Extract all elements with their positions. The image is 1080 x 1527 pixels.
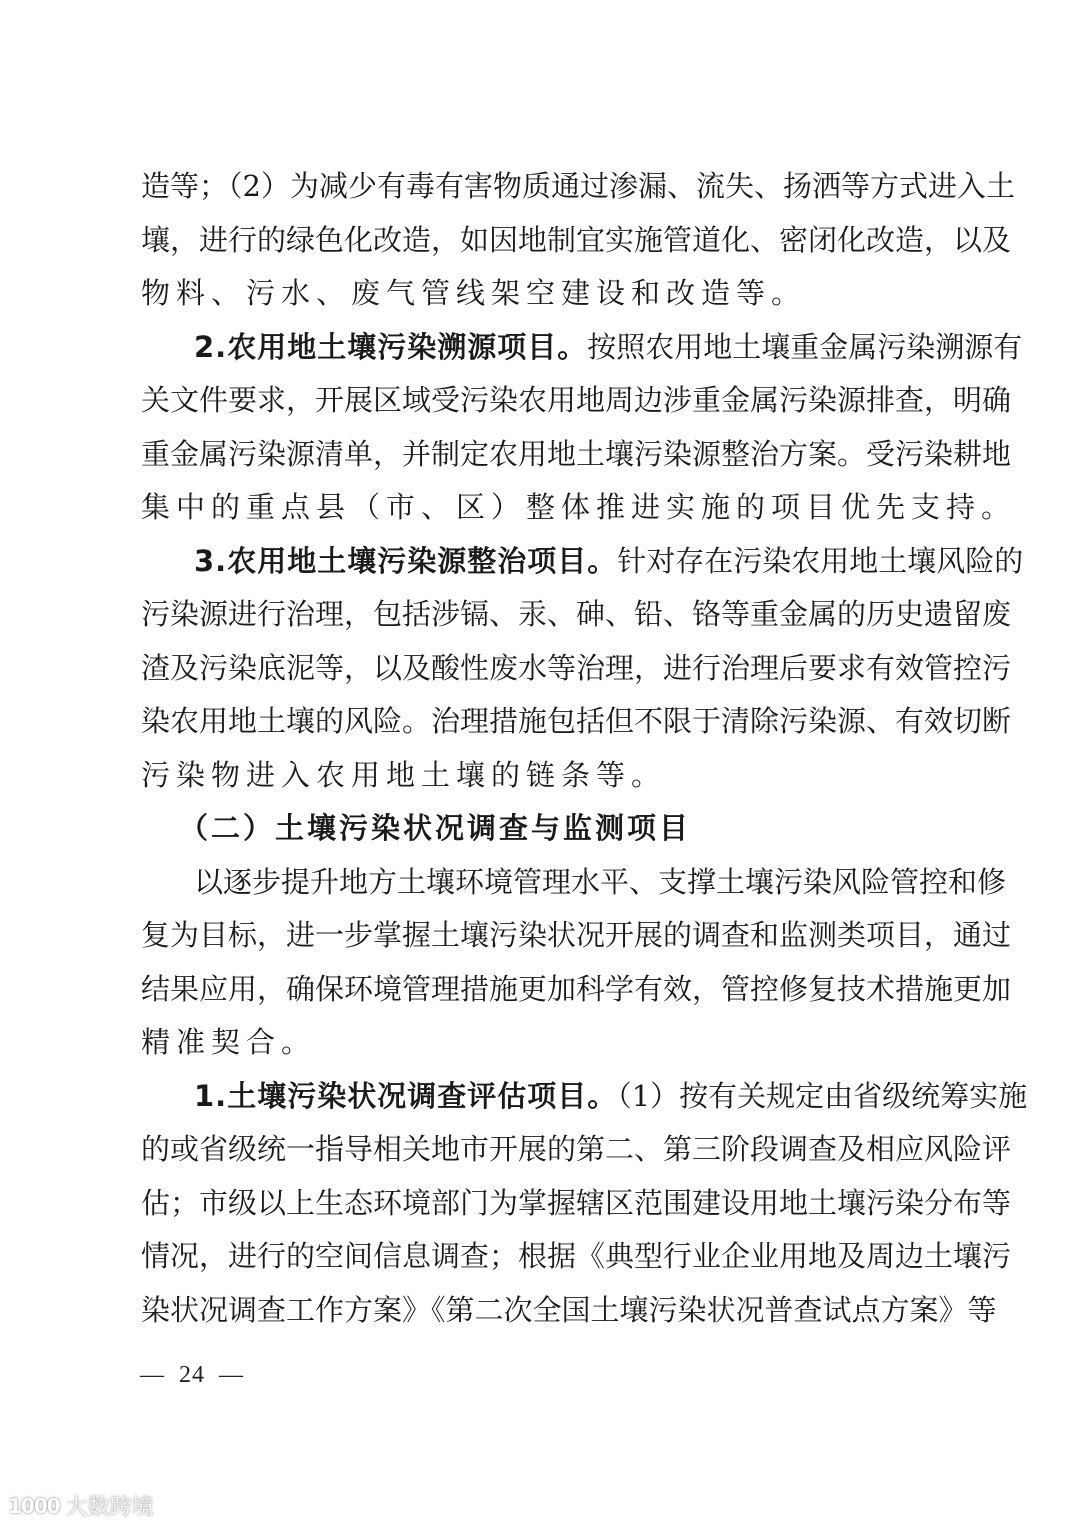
- item-text: 按照农用地土壤重金属污染溯源有: [587, 329, 1023, 364]
- document-page: [141, 160, 1028, 1337]
- text-line-2: 壤，进行的绿色化改造，如因地制宜实施管道化、密闭化改造，以及: [141, 222, 1012, 257]
- text-line-7: 集中的重点县（市、区）整体推进实施的项目优先支持。: [141, 490, 1017, 524]
- text-line-1: 造等；（2）为减少有毒有害物质通过渗漏、流失、扬洒等方式进入土: [141, 169, 1015, 203]
- item-heading-pollution-source-remediation: [141, 535, 1024, 589]
- text-line-3: 物料、污水、废气管线架空建设和改造等。: [141, 276, 807, 310]
- text-line-21: 情况，进行的空间信息调查；根据《典型行业企业用地及周边土壤污: [141, 1239, 1012, 1273]
- watermark-text: 大数跨境: [65, 1495, 154, 1520]
- item-title: 3.农用地土壤污染源整治项目。: [194, 543, 618, 578]
- section-heading: （二）土壤污染状况调查与监测项目: [179, 811, 692, 845]
- item-heading-soil-pollution-tracing: [141, 321, 1023, 375]
- page-number: — 24 —: [140, 1362, 244, 1388]
- item-title: 1.土壤污染状况调查评估项目。: [194, 1078, 618, 1113]
- text-line-11: 染农用地土壤的风险。治理措施包括但不限于清除污染源、有效切断: [141, 704, 1012, 738]
- item-heading-soil-survey-assessment: [141, 1070, 1028, 1124]
- text-line-20: 估；市级以上生态环境部门为掌握辖区范围建设用地土壤污染分布等: [141, 1185, 1012, 1220]
- text-line-22: 染状况调查工作方案》《第二次全国土壤污染状况普查试点方案》等: [141, 1292, 997, 1327]
- text-line-16: 结果应用，确保环境管理措施更加科学有效，管控修复技术措施更加: [141, 971, 1012, 1006]
- text-line-17: 精准契合。: [141, 1025, 317, 1059]
- item-text: 针对存在污染农用地土壤风险的: [617, 543, 1024, 578]
- text-line-5: 关文件要求，开展区域受污染农用地周边涉重金属污染源排查，明确: [141, 383, 1012, 417]
- text-line-14: 以逐步提升地方土壤环境管理水平、支撑土壤污染风险管控和修: [194, 864, 1007, 899]
- item-text: （1）按有关规定由省级统筹实施: [617, 1078, 1028, 1113]
- item-title: 2.农用地土壤污染溯源项目。: [194, 329, 588, 364]
- watermark: [8, 1490, 154, 1521]
- text-line-15: 复为目标，进一步掌握土壤污染状况开展的调查和监测类项目，通过: [141, 918, 1012, 952]
- text-line-9: 污染源进行治理，包括涉镉、汞、砷、铅、铬等重金属的历史遗留废: [141, 597, 1012, 631]
- text-line-19: 的或省级统一指导相关地市开展的第二、第三阶段调查及相应风险评: [141, 1132, 1012, 1166]
- watermark-logo-icon: 1000: [8, 1493, 60, 1518]
- text-line-6: 重金属污染源清单，并制定农用地土壤污染源整治方案。受污染耕地: [141, 436, 1012, 471]
- text-line-12: 污染物进入农用地土壤的链条等。: [141, 757, 667, 792]
- text-line-10: 渣及污染底泥等，以及酸性废水等治理，进行治理后要求有效管控污: [141, 650, 1012, 685]
